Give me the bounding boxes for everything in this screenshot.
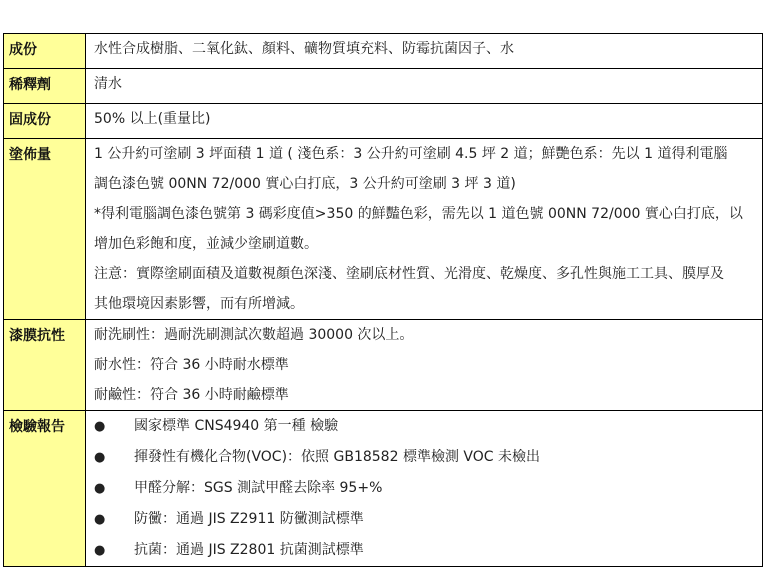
report-item	[94, 473, 756, 504]
coverage-note-line: *得利電腦調色漆色號第 3 碼彩度值>350 的鮮豔色彩，需先以 1 道色號 00NN 72/000 實心白打底，以	[94, 206, 743, 222]
row-content	[86, 69, 763, 104]
report-item-text: 國家標準 CNS4940 第一種 檢驗	[134, 418, 339, 434]
row-label: 漆膜抗性	[4, 320, 86, 411]
bullet-icon: ●	[94, 512, 106, 527]
bullet-icon: ●	[94, 543, 106, 558]
bullet-icon: ●	[94, 450, 106, 465]
row-content	[86, 104, 763, 139]
row-label: 塗佈量	[4, 139, 86, 320]
composition-text: 水性合成樹脂、二氧化鈦、顏料、礦物質填充料、防霉抗菌因子、水	[94, 41, 514, 57]
spec-row-test-report	[4, 411, 763, 567]
row-content	[86, 320, 763, 411]
coverage-line: 調色漆色號 00NN 72/000 實心白打底，3 公升約可塗刷 3 坪 3 道)	[94, 176, 516, 192]
spec-row-solids	[4, 104, 763, 139]
bullet-icon: ●	[94, 481, 106, 496]
resistance-line: 耐水性：符合 36 小時耐水標準	[94, 357, 289, 373]
row-label: 成份	[4, 34, 86, 69]
spec-row-composition	[4, 34, 763, 69]
product-spec-table	[3, 33, 763, 567]
report-item	[94, 411, 756, 442]
report-item	[94, 535, 756, 566]
report-item-text: 甲醛分解：SGS 測試甲醛去除率 95+%	[134, 480, 383, 496]
spec-row-coverage	[4, 139, 763, 320]
bullet-icon: ●	[94, 419, 106, 434]
report-item	[94, 504, 756, 535]
report-item-text: 防黴：通過 JIS Z2911 防黴測試標準	[134, 511, 364, 527]
coverage-caution-line: 其他環境因素影響，而有所增減。	[94, 296, 304, 312]
solids-text: 50% 以上(重量比)	[94, 111, 211, 127]
coverage-note-line: 增加色彩飽和度，並減少塗刷道數。	[94, 236, 318, 252]
resistance-line: 耐洗刷性：過耐洗刷測試次數超過 30000 次以上。	[94, 327, 414, 343]
report-item	[94, 442, 756, 473]
row-content	[86, 34, 763, 69]
row-label: 稀釋劑	[4, 69, 86, 104]
report-item-text: 抗菌：通過 JIS Z2801 抗菌測試標準	[134, 542, 364, 558]
coverage-caution-line: 注意：實際塗刷面積及道數視顏色深淺、塗刷底材性質、光滑度、乾燥度、多孔性與施工工具、膜厚及	[94, 266, 724, 282]
row-content	[86, 139, 763, 320]
thinner-text: 清水	[94, 76, 122, 92]
spec-row-film-resistance	[4, 320, 763, 411]
report-item-text: 揮發性有機化合物(VOC)：依照 GB18582 標準檢測 VOC 未檢出	[134, 449, 540, 465]
coverage-line: 1 公升約可塗刷 3 坪面積 1 道 ( 淺色系：3 公升約可塗刷 4.5 坪 2 道；鮮艷色系：先以 1 道得利電腦	[94, 146, 728, 162]
row-content	[86, 411, 763, 567]
resistance-line: 耐鹼性：符合 36 小時耐鹼標準	[94, 387, 289, 403]
row-label: 檢驗報告	[4, 411, 86, 567]
row-label: 固成份	[4, 104, 86, 139]
spec-row-thinner	[4, 69, 763, 104]
